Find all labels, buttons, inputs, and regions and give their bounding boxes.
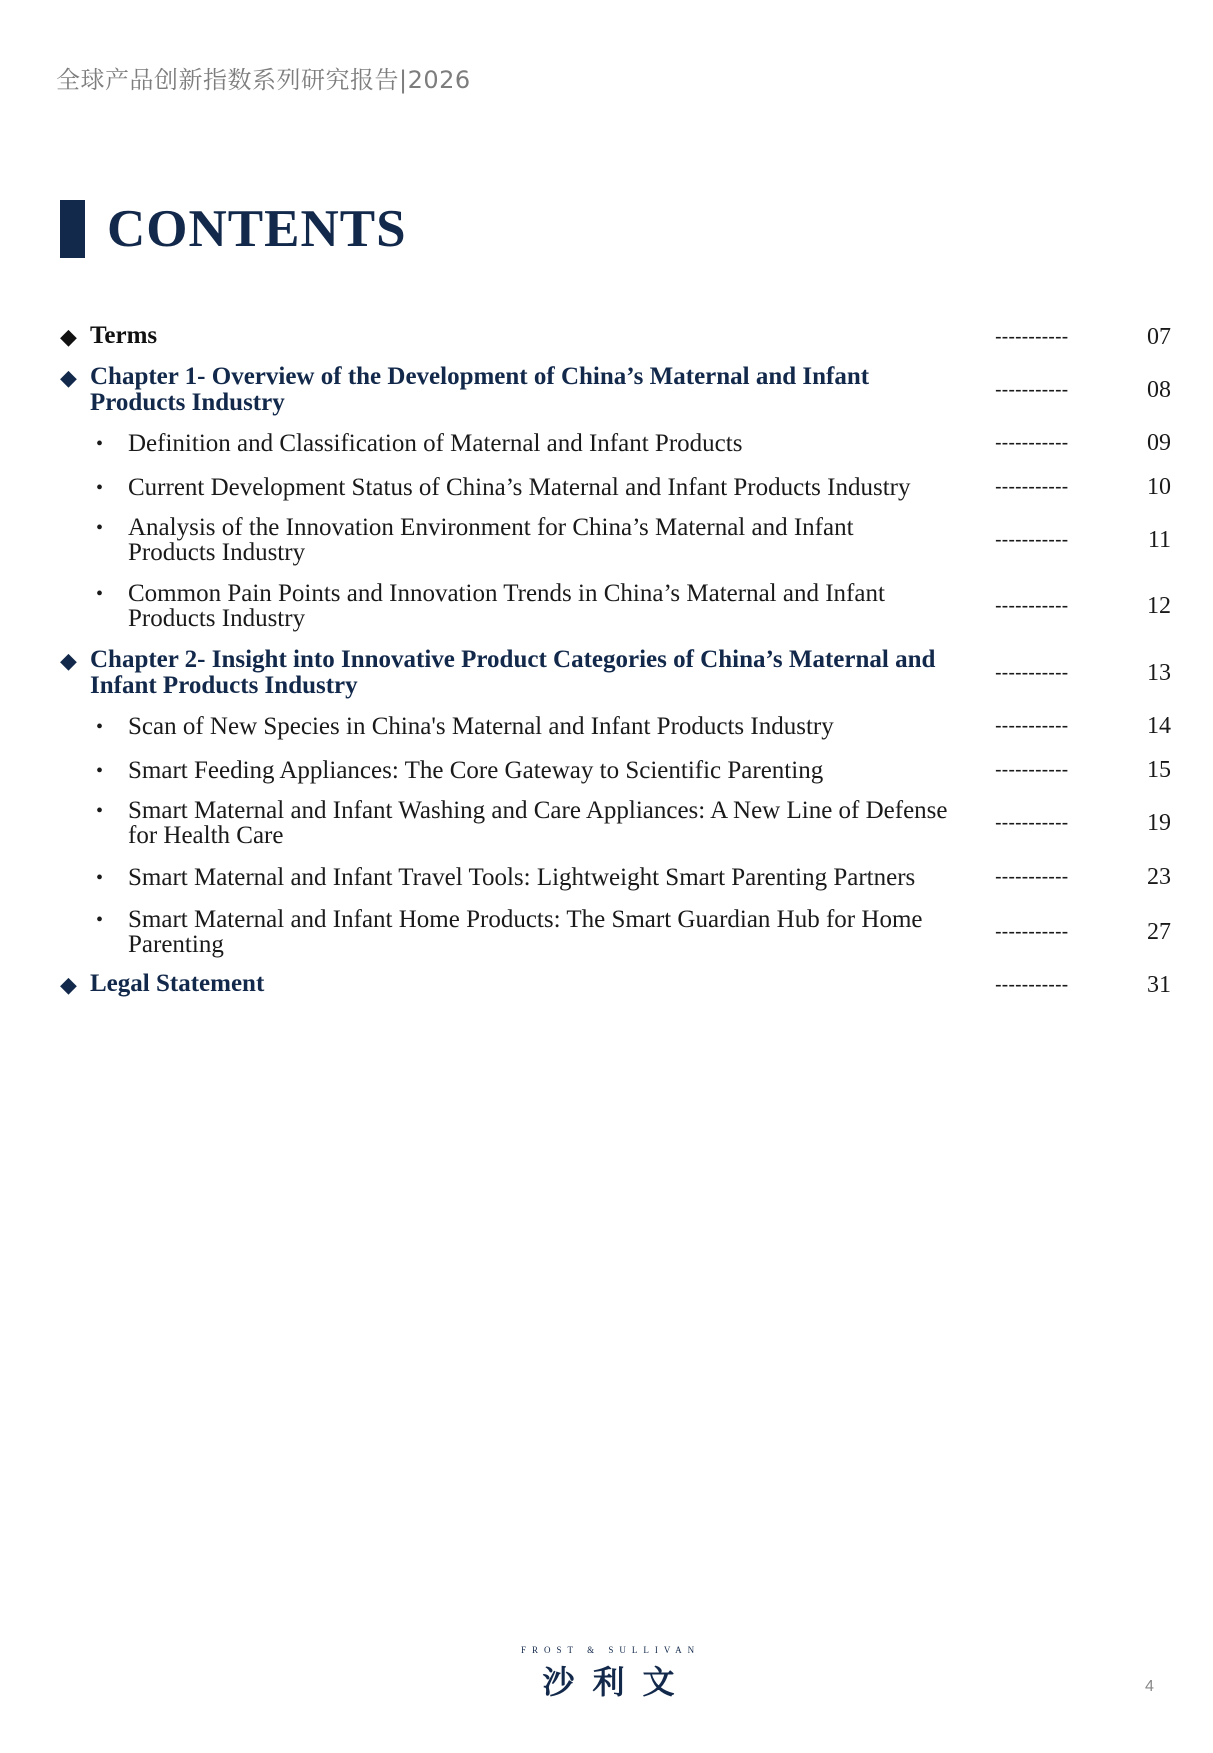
bullet-icon: • <box>96 517 104 539</box>
bullet-icon: • <box>96 866 104 889</box>
toc-entry-label: Chapter 2- Insight into Innovative Product Categories of China’s Maternal and Infant Products Industry <box>90 646 936 699</box>
toc-entry-chapter-1[interactable] <box>60 364 1175 416</box>
toc-entry-label: Definition and Classification of Maternal and Infant Products <box>128 429 743 457</box>
bullet-icon: • <box>96 715 104 738</box>
heading-accent-bar <box>60 200 85 258</box>
bullet-icon: • <box>96 800 104 822</box>
toc-entry-smart-feeding[interactable] <box>60 757 1175 784</box>
toc-entry-new-species-scan[interactable] <box>60 713 1175 740</box>
dot-leader: ----------- <box>995 920 1069 943</box>
dot-leader: ----------- <box>995 378 1069 401</box>
toc-page-number: 15 <box>1147 757 1171 783</box>
dot-leader: ----------- <box>995 476 1069 498</box>
toc-entry-label: Terms <box>90 322 158 349</box>
dot-leader: ----------- <box>995 661 1069 684</box>
toc-page-number: 11 <box>1147 526 1171 553</box>
toc-page-number: 08 <box>1147 376 1171 403</box>
dot-leader: ----------- <box>995 432 1069 454</box>
toc-page-number: 23 <box>1147 864 1171 890</box>
toc-page-number: 09 <box>1147 430 1171 456</box>
contents-title: CONTENTS <box>107 200 407 258</box>
dot-leader: ----------- <box>995 759 1069 781</box>
diamond-bullet-icon: ◆ <box>60 324 77 349</box>
toc-entry-label: Common Pain Points and Innovation Trends in China’s Maternal and Infant Products Industry <box>128 580 885 632</box>
toc-entry-pain-points-trends[interactable] <box>60 581 1175 631</box>
bullet-icon: • <box>96 759 104 782</box>
toc-entry-label: Analysis of the Innovation Environment for China’s Maternal and Infant Products Industry <box>128 514 854 566</box>
dot-leader: ----------- <box>995 715 1069 737</box>
toc-page-number: 12 <box>1147 592 1171 619</box>
diamond-bullet-icon: ◆ <box>60 648 77 673</box>
logo-english-text: FROST & SULLIVAN <box>521 1645 701 1655</box>
toc-page-number: 19 <box>1147 809 1171 836</box>
dot-leader: ----------- <box>995 973 1069 996</box>
toc-entry-label: Legal Statement <box>90 970 265 997</box>
toc-page-number: 10 <box>1147 474 1171 500</box>
toc-entry-label: Smart Feeding Appliances: The Core Gateway to Scientific Parenting <box>128 756 824 784</box>
logo-chinese-text: 沙利文 <box>542 1663 693 1701</box>
toc-entry-label: Smart Maternal and Infant Washing and Care Appliances: A New Line of Defense for Health Care <box>128 797 948 849</box>
toc-page-number: 14 <box>1147 713 1171 739</box>
table-of-contents <box>60 324 1175 999</box>
toc-entry-label: Chapter 1- Overview of the Development of China’s Maternal and Infant Products Industry <box>90 363 870 416</box>
toc-page-number: 13 <box>1147 659 1171 686</box>
dot-leader: ----------- <box>995 594 1069 617</box>
bullet-icon: • <box>96 476 104 499</box>
toc-entry-label: Scan of New Species in China's Maternal and Infant Products Industry <box>128 712 834 740</box>
bullet-icon: • <box>96 432 104 455</box>
dot-leader: ----------- <box>995 325 1069 348</box>
toc-page-number: 31 <box>1147 971 1171 998</box>
report-header: 全球产品创新指数系列研究报告|2026 <box>56 66 471 94</box>
toc-entry-smart-home-products[interactable] <box>60 907 1175 957</box>
contents-heading <box>60 198 407 260</box>
toc-entry-innovation-environment[interactable] <box>60 515 1175 565</box>
diamond-bullet-icon: ◆ <box>60 972 77 997</box>
bullet-icon: • <box>96 909 104 931</box>
diamond-bullet-icon: ◆ <box>60 365 77 390</box>
frost-sullivan-logo <box>521 1645 701 1703</box>
toc-entry-current-development-status[interactable] <box>60 474 1175 501</box>
toc-entry-definition-classification[interactable] <box>60 430 1175 457</box>
dot-leader: ----------- <box>995 866 1069 888</box>
toc-page-number: 07 <box>1147 323 1171 350</box>
toc-entry-chapter-2[interactable] <box>60 647 1175 699</box>
toc-entry-smart-travel-tools[interactable] <box>60 864 1175 891</box>
toc-entry-label: Smart Maternal and Infant Travel Tools: Lightweight Smart Parenting Partners <box>128 863 916 891</box>
bullet-icon: • <box>96 583 104 605</box>
toc-entry-label: Current Development Status of China’s Maternal and Infant Products Industry <box>128 473 911 501</box>
toc-entry-label: Smart Maternal and Infant Home Products: The Smart Guardian Hub for Home Parenting <box>128 906 923 958</box>
toc-page-number: 27 <box>1147 918 1171 945</box>
toc-entry-smart-washing-care[interactable] <box>60 798 1175 848</box>
dot-leader: ----------- <box>995 811 1069 834</box>
toc-entry-terms[interactable] <box>60 324 1175 350</box>
dot-leader: ----------- <box>995 528 1069 551</box>
page-number: 4 <box>1145 1678 1154 1695</box>
toc-entry-legal-statement[interactable] <box>60 971 1175 999</box>
